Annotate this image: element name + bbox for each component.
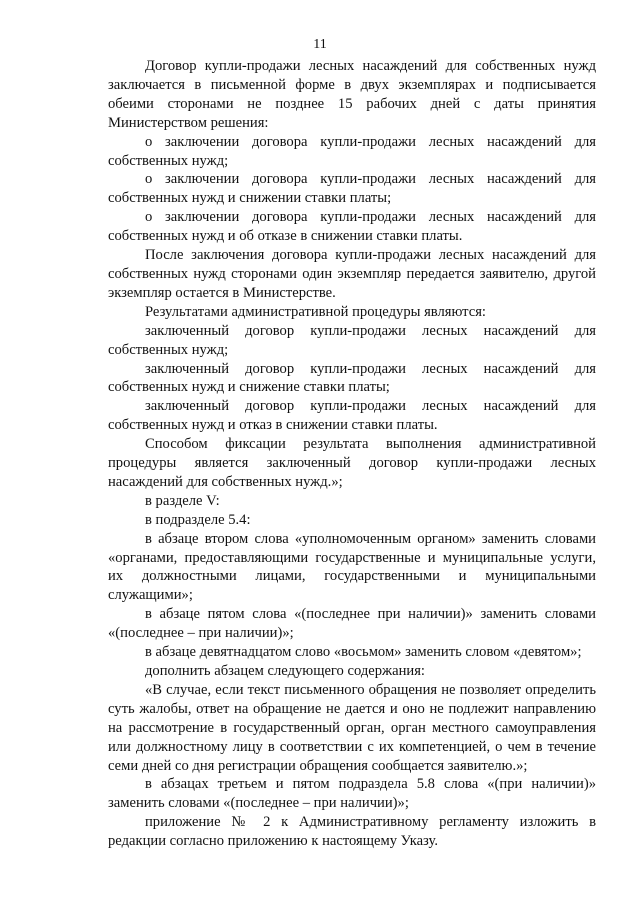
page-number: 11 — [313, 37, 327, 52]
paragraph-add-abzats: дополнить абзацем следующего содержания: — [145, 663, 425, 679]
paragraph-result-contract: заключенный договор купли-продажи лесных насаждений для собственных нужд; — [108, 322, 596, 358]
paragraph-results-heading: Результатами административной процедуры являются: — [145, 303, 486, 320]
paragraph-contract-terms: Договор купли-продажи лесных насаждений для собственных нужд заключается в письменной форме в двух экземплярах и подписывается обеими сторонами не позднее 15 рабочих дней с даты принятия Министерством решения: — [108, 58, 596, 131]
paragraph-decision-conclude-refuse-reduction: о заключении договора купли-продажи лесных насаждений для собственных нужд и об отказе в снижении ставки платы. — [108, 209, 596, 245]
paragraph-subsection-5-8: в абзацах третьем и пятом подраздела 5.8 слова «(при наличии)» заменить словами «(последнее – при наличии)»; — [108, 776, 596, 812]
document-body — [108, 57, 596, 851]
paragraph-result-contract-refused-reduction: заключенный договор купли-продажи лесных насаждений для собственных нужд и отказ в снижении ставки платы. — [108, 398, 596, 434]
paragraph-decision-conclude-reduce-rate: о заключении договора купли-продажи лесных насаждений для собственных нужд и снижении ставки платы; — [108, 171, 596, 207]
paragraph-result-contract-reduced-rate: заключенный договор купли-продажи лесных насаждений для собственных нужд и снижение ставки платы; — [108, 360, 596, 396]
paragraph-nineteenth-abzats: в абзаце девятнадцатом слово «восьмом» заменить словом «девятом»; — [145, 644, 582, 661]
paragraph-subsection-5-4: в подразделе 5.4: — [145, 511, 251, 528]
paragraph-appendix-2: приложение № 2 к Административному регламенту изложить в редакции согласно приложению к настоящему Указу. — [108, 814, 596, 850]
paragraph-after-conclusion: После заключения договора купли-продажи лесных насаждений для собственных нужд сторонами один экземпляр передается заявителю, другой экземпляр остается в Министерстве. — [108, 247, 596, 301]
paragraph-fifth-abzats: в абзаце пятом слова «(последнее при наличии)» заменить словами «(последнее – при наличии)»; — [108, 606, 596, 642]
paragraph-section-v: в разделе V: — [145, 492, 220, 509]
paragraph-decision-conclude: о заключении договора купли-продажи лесных насаждений для собственных нужд; — [108, 133, 596, 169]
paragraph-quoted-complaint-rule: «В случае, если текст письменного обращения не позволяет определить суть жалобы, ответ на обращение не дается и оно не подлежит направлению на рассмотрение в государственный орган, орган местного самоуправления или должностному лицу в соответствии с их компетенцией, о чем в течение семи дней со дня регистрации обращения сообщается заявителю.»; — [108, 681, 596, 774]
paragraph-fixation-method: Способом фиксации результата выполнения административной процедуры является заключенный договор купли-продажи лесных насаждений для собственных нужд.»; — [108, 436, 596, 490]
paragraph-second-abzats: в абзаце втором слова «уполномоченным органом» заменить словами «органами, предоставляющими государственные и муниципальные услуги, их должностными лицами, государственными и муниципальными служащими»; — [108, 530, 596, 604]
